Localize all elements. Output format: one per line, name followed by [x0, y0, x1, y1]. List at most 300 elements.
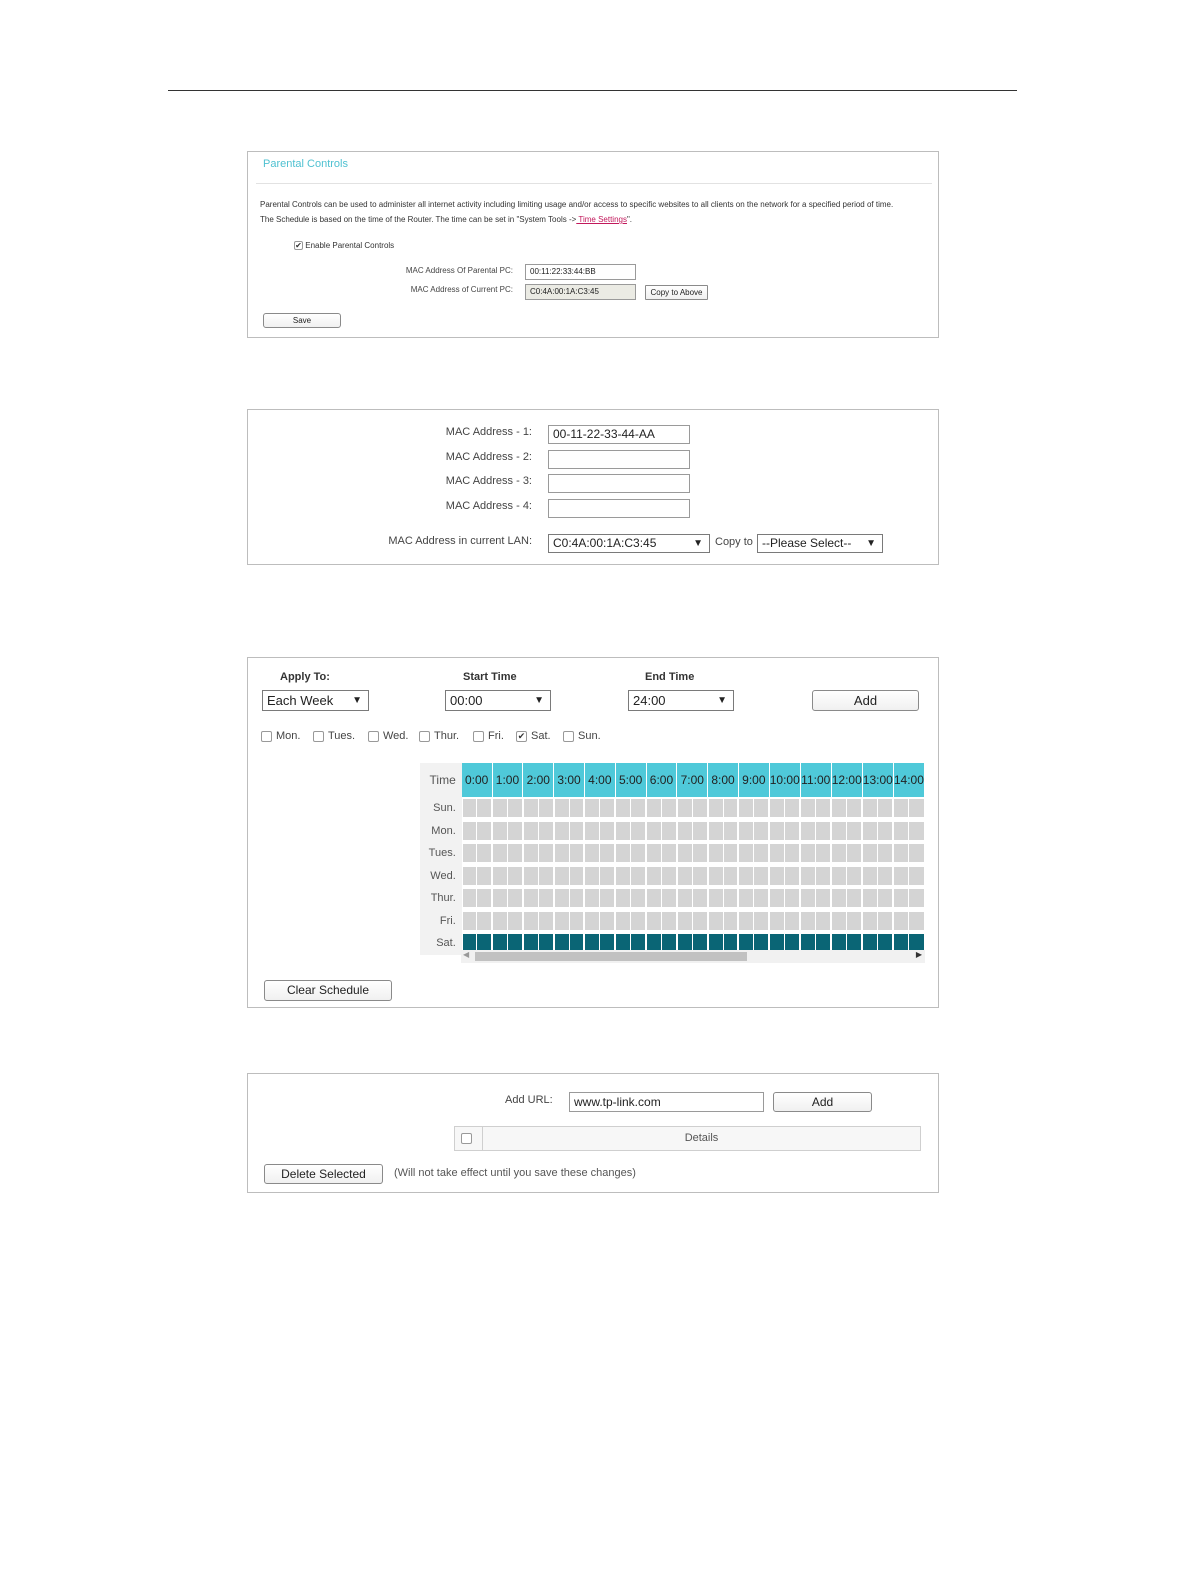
time-slot[interactable] — [878, 912, 892, 930]
time-slot[interactable] — [863, 844, 877, 862]
grid-hour-cell[interactable] — [708, 797, 739, 820]
time-slot[interactable] — [770, 867, 784, 885]
select-all-checkbox[interactable] — [461, 1133, 472, 1144]
grid-hour-cell[interactable] — [646, 797, 677, 820]
time-slot[interactable] — [570, 822, 584, 840]
grid-hour-cell[interactable] — [893, 865, 924, 888]
time-slot[interactable] — [678, 822, 692, 840]
time-slot[interactable] — [662, 867, 676, 885]
grid-hour-cell[interactable] — [584, 820, 615, 843]
time-slot[interactable] — [894, 889, 908, 907]
grid-hour-cell[interactable] — [708, 842, 739, 865]
time-slot[interactable] — [463, 889, 477, 907]
time-slot[interactable] — [709, 844, 723, 862]
time-slot[interactable] — [863, 867, 877, 885]
day-option-mon[interactable] — [261, 730, 300, 742]
time-slot[interactable] — [463, 822, 477, 840]
grid-hour-cell[interactable] — [831, 865, 862, 888]
grid-hour-cell[interactable] — [492, 887, 523, 910]
time-slot[interactable] — [463, 912, 477, 930]
apply-to-select[interactable] — [262, 690, 369, 711]
mac-address-input-4[interactable] — [548, 499, 690, 518]
grid-hour-cell[interactable] — [646, 910, 677, 933]
grid-hour-cell[interactable] — [769, 797, 800, 820]
time-slot[interactable] — [739, 822, 753, 840]
time-slot[interactable] — [878, 889, 892, 907]
time-slot[interactable] — [770, 889, 784, 907]
time-slot[interactable] — [616, 867, 630, 885]
time-slot[interactable] — [693, 867, 707, 885]
time-slot[interactable] — [477, 889, 491, 907]
time-slot[interactable] — [754, 822, 768, 840]
time-slot[interactable] — [570, 867, 584, 885]
time-slot[interactable] — [709, 912, 723, 930]
time-slot[interactable] — [524, 889, 538, 907]
time-slot[interactable] — [693, 844, 707, 862]
time-slot[interactable] — [631, 822, 645, 840]
time-slot[interactable] — [785, 912, 799, 930]
time-slot[interactable] — [493, 912, 507, 930]
time-slot[interactable] — [508, 799, 522, 817]
time-slot[interactable] — [801, 822, 815, 840]
time-slot[interactable] — [863, 822, 877, 840]
time-slot[interactable] — [739, 844, 753, 862]
time-slot[interactable] — [524, 867, 538, 885]
grid-hour-cell[interactable] — [492, 910, 523, 933]
time-slot[interactable] — [477, 912, 491, 930]
grid-hour-cell[interactable] — [800, 842, 831, 865]
time-slot[interactable] — [585, 912, 599, 930]
time-slot[interactable] — [724, 912, 738, 930]
copy-to-select[interactable] — [757, 534, 883, 553]
time-slot[interactable] — [847, 867, 861, 885]
grid-hour-cell[interactable] — [523, 820, 554, 843]
time-slot[interactable] — [570, 889, 584, 907]
grid-hour-cell[interactable] — [523, 865, 554, 888]
time-slot[interactable] — [539, 822, 553, 840]
add-url-input[interactable]: www.tp-link.com — [569, 1092, 764, 1112]
time-slot[interactable] — [600, 799, 614, 817]
delete-selected-button[interactable]: Delete Selected — [264, 1164, 383, 1184]
day-checkbox[interactable] — [419, 731, 430, 742]
time-slot[interactable] — [585, 867, 599, 885]
grid-hour-cell[interactable] — [523, 842, 554, 865]
time-slot[interactable] — [863, 889, 877, 907]
time-slot[interactable] — [770, 844, 784, 862]
time-slot[interactable] — [539, 889, 553, 907]
time-slot[interactable] — [662, 799, 676, 817]
time-slot[interactable] — [631, 867, 645, 885]
grid-hour-cell[interactable] — [554, 887, 585, 910]
grid-hour-cell[interactable] — [800, 820, 831, 843]
time-slot[interactable] — [863, 799, 877, 817]
time-slot[interactable] — [493, 867, 507, 885]
time-slot[interactable] — [631, 799, 645, 817]
day-checkbox[interactable] — [313, 731, 324, 742]
grid-hour-cell[interactable] — [462, 842, 492, 865]
time-slot[interactable] — [894, 844, 908, 862]
time-slot[interactable] — [555, 889, 569, 907]
grid-hour-cell[interactable] — [554, 910, 585, 933]
time-slot[interactable] — [616, 912, 630, 930]
time-slot[interactable] — [770, 822, 784, 840]
grid-hour-cell[interactable] — [462, 820, 492, 843]
time-slot[interactable] — [524, 799, 538, 817]
time-slot[interactable] — [647, 799, 661, 817]
grid-hour-cell[interactable] — [862, 865, 893, 888]
time-slot[interactable] — [832, 799, 846, 817]
parental-mac-input[interactable]: 00:11:22:33:44:BB — [525, 264, 636, 280]
grid-hour-cell[interactable] — [831, 842, 862, 865]
grid-hour-cell[interactable] — [769, 820, 800, 843]
time-slot[interactable] — [785, 822, 799, 840]
grid-hour-cell[interactable] — [862, 797, 893, 820]
time-slot[interactable] — [555, 799, 569, 817]
grid-hour-cell[interactable] — [554, 842, 585, 865]
grid-hour-cell[interactable] — [584, 842, 615, 865]
grid-hour-cell[interactable] — [677, 820, 708, 843]
mac-address-input-2[interactable] — [548, 450, 690, 469]
time-slot[interactable] — [693, 799, 707, 817]
day-checkbox[interactable]: ✔ — [517, 730, 526, 741]
grid-hour-cell[interactable] — [738, 887, 769, 910]
time-slot[interactable] — [524, 822, 538, 840]
time-slot[interactable] — [693, 912, 707, 930]
time-slot[interactable] — [785, 867, 799, 885]
time-slot[interactable] — [816, 912, 830, 930]
grid-hour-cell[interactable] — [708, 865, 739, 888]
time-slot[interactable] — [739, 912, 753, 930]
grid-hour-cell[interactable] — [738, 820, 769, 843]
add-schedule-button[interactable]: Add — [812, 690, 919, 711]
day-option-thur[interactable] — [419, 730, 459, 742]
grid-hour-cell[interactable] — [646, 820, 677, 843]
time-slot[interactable] — [816, 867, 830, 885]
mac-address-input-3[interactable] — [548, 474, 690, 493]
grid-hour-cell[interactable] — [893, 910, 924, 933]
time-slot[interactable] — [539, 867, 553, 885]
time-slot[interactable] — [647, 912, 661, 930]
time-slot[interactable] — [816, 844, 830, 862]
grid-hour-cell[interactable] — [615, 820, 646, 843]
grid-hour-cell[interactable] — [800, 865, 831, 888]
grid-hour-cell[interactable] — [492, 865, 523, 888]
time-slot[interactable] — [477, 822, 491, 840]
time-slot[interactable] — [555, 867, 569, 885]
time-slot[interactable] — [878, 822, 892, 840]
enable-parental-checkbox[interactable]: ✔ — [295, 241, 302, 251]
time-slot[interactable] — [600, 912, 614, 930]
time-slot[interactable] — [801, 912, 815, 930]
day-option-tues[interactable] — [313, 730, 355, 742]
time-slot[interactable] — [832, 844, 846, 862]
time-slot[interactable] — [878, 844, 892, 862]
grid-hour-cell[interactable] — [584, 887, 615, 910]
time-slot[interactable] — [909, 822, 923, 840]
grid-hour-cell[interactable] — [708, 910, 739, 933]
grid-hour-cell[interactable] — [831, 887, 862, 910]
time-slot[interactable] — [847, 844, 861, 862]
grid-hour-cell[interactable] — [677, 797, 708, 820]
time-slot[interactable] — [754, 912, 768, 930]
time-slot[interactable] — [724, 889, 738, 907]
time-slot[interactable] — [570, 799, 584, 817]
time-slot[interactable] — [477, 867, 491, 885]
grid-hour-cell[interactable] — [462, 887, 492, 910]
grid-hour-cell[interactable] — [738, 842, 769, 865]
time-slot[interactable] — [585, 799, 599, 817]
time-slot[interactable] — [585, 889, 599, 907]
grid-hour-cell[interactable] — [862, 887, 893, 910]
time-slot[interactable] — [847, 799, 861, 817]
day-option-sat[interactable] — [516, 730, 551, 742]
grid-hour-cell[interactable] — [862, 842, 893, 865]
grid-hour-cell[interactable] — [646, 887, 677, 910]
time-slot[interactable] — [816, 889, 830, 907]
grid-hour-cell[interactable] — [893, 842, 924, 865]
time-slot[interactable] — [847, 822, 861, 840]
time-slot[interactable] — [493, 844, 507, 862]
time-slot[interactable] — [524, 912, 538, 930]
grid-hour-cell[interactable] — [769, 842, 800, 865]
time-slot[interactable] — [801, 889, 815, 907]
grid-hour-cell[interactable] — [523, 797, 554, 820]
time-slot[interactable] — [770, 912, 784, 930]
time-slot[interactable] — [600, 844, 614, 862]
time-slot[interactable] — [909, 799, 923, 817]
time-slot[interactable] — [508, 867, 522, 885]
grid-hour-cell[interactable] — [492, 820, 523, 843]
time-slot[interactable] — [539, 799, 553, 817]
time-slot[interactable] — [508, 822, 522, 840]
grid-hour-cell[interactable] — [462, 865, 492, 888]
time-slot[interactable] — [647, 867, 661, 885]
time-slot[interactable] — [600, 867, 614, 885]
grid-hour-cell[interactable] — [862, 910, 893, 933]
grid-hour-cell[interactable] — [677, 910, 708, 933]
time-slot[interactable] — [493, 799, 507, 817]
time-slot[interactable] — [709, 799, 723, 817]
time-slot[interactable] — [801, 867, 815, 885]
grid-hour-cell[interactable] — [831, 797, 862, 820]
grid-hour-cell[interactable] — [646, 865, 677, 888]
grid-hour-cell[interactable] — [708, 887, 739, 910]
time-slot[interactable] — [493, 889, 507, 907]
grid-hour-cell[interactable] — [800, 797, 831, 820]
start-time-select[interactable] — [445, 690, 551, 711]
time-slot[interactable] — [647, 822, 661, 840]
grid-hour-cell[interactable] — [492, 842, 523, 865]
grid-hour-cell[interactable] — [769, 910, 800, 933]
time-slot[interactable] — [754, 867, 768, 885]
grid-hour-cell[interactable] — [615, 865, 646, 888]
grid-hour-cell[interactable] — [584, 865, 615, 888]
time-slot[interactable] — [878, 867, 892, 885]
time-slot[interactable] — [508, 889, 522, 907]
time-settings-link[interactable]: Time Settings — [576, 215, 627, 224]
time-slot[interactable] — [555, 844, 569, 862]
scrollbar-thumb[interactable] — [475, 952, 747, 961]
time-slot[interactable] — [647, 889, 661, 907]
time-slot[interactable] — [555, 822, 569, 840]
time-slot[interactable] — [724, 844, 738, 862]
time-slot[interactable] — [739, 799, 753, 817]
time-slot[interactable] — [585, 844, 599, 862]
time-slot[interactable] — [693, 822, 707, 840]
time-slot[interactable] — [463, 844, 477, 862]
grid-hour-cell[interactable] — [584, 797, 615, 820]
time-slot[interactable] — [770, 799, 784, 817]
time-slot[interactable] — [832, 889, 846, 907]
grid-hour-cell[interactable] — [462, 797, 492, 820]
grid-hour-cell[interactable] — [893, 820, 924, 843]
grid-hour-cell[interactable] — [800, 887, 831, 910]
add-url-button[interactable]: Add — [773, 1092, 872, 1112]
time-slot[interactable] — [539, 844, 553, 862]
time-slot[interactable] — [616, 799, 630, 817]
grid-hour-cell[interactable] — [738, 797, 769, 820]
time-slot[interactable] — [894, 867, 908, 885]
time-slot[interactable] — [693, 889, 707, 907]
time-slot[interactable] — [894, 799, 908, 817]
time-slot[interactable] — [847, 889, 861, 907]
time-slot[interactable] — [463, 799, 477, 817]
time-slot[interactable] — [878, 799, 892, 817]
time-slot[interactable] — [909, 867, 923, 885]
time-slot[interactable] — [616, 822, 630, 840]
grid-hour-cell[interactable] — [708, 820, 739, 843]
time-slot[interactable] — [832, 912, 846, 930]
time-slot[interactable] — [832, 822, 846, 840]
grid-hour-cell[interactable] — [677, 865, 708, 888]
time-slot[interactable] — [662, 844, 676, 862]
time-slot[interactable] — [616, 889, 630, 907]
time-slot[interactable] — [709, 867, 723, 885]
time-slot[interactable] — [816, 799, 830, 817]
time-slot[interactable] — [662, 912, 676, 930]
grid-hour-cell[interactable] — [523, 910, 554, 933]
time-slot[interactable] — [647, 844, 661, 862]
time-slot[interactable] — [785, 889, 799, 907]
time-slot[interactable] — [709, 889, 723, 907]
grid-hour-cell[interactable] — [646, 842, 677, 865]
time-slot[interactable] — [477, 799, 491, 817]
time-slot[interactable] — [894, 912, 908, 930]
grid-hour-cell[interactable] — [554, 820, 585, 843]
scroll-left-icon[interactable]: ◀ — [463, 950, 470, 959]
grid-hour-cell[interactable] — [584, 910, 615, 933]
time-slot[interactable] — [739, 867, 753, 885]
grid-hour-cell[interactable] — [769, 887, 800, 910]
time-slot[interactable] — [909, 889, 923, 907]
time-slot[interactable] — [631, 912, 645, 930]
time-slot[interactable] — [631, 844, 645, 862]
time-slot[interactable] — [863, 912, 877, 930]
grid-hour-cell[interactable] — [615, 910, 646, 933]
time-slot[interactable] — [678, 889, 692, 907]
time-slot[interactable] — [754, 889, 768, 907]
grid-hour-cell[interactable] — [738, 865, 769, 888]
time-slot[interactable] — [801, 844, 815, 862]
grid-hour-cell[interactable] — [862, 820, 893, 843]
grid-hour-cell[interactable] — [893, 887, 924, 910]
grid-scrollbar[interactable] — [461, 950, 925, 963]
grid-hour-cell[interactable] — [615, 842, 646, 865]
grid-hour-cell[interactable] — [523, 887, 554, 910]
scroll-right-icon[interactable]: ▶ — [915, 950, 922, 959]
time-slot[interactable] — [678, 912, 692, 930]
time-slot[interactable] — [754, 799, 768, 817]
mac-address-input-1[interactable]: 00-11-22-33-44-AA — [548, 425, 690, 444]
grid-hour-cell[interactable] — [615, 887, 646, 910]
grid-hour-cell[interactable] — [492, 797, 523, 820]
time-slot[interactable] — [662, 889, 676, 907]
time-slot[interactable] — [600, 822, 614, 840]
time-slot[interactable] — [816, 822, 830, 840]
time-slot[interactable] — [662, 822, 676, 840]
grid-hour-cell[interactable] — [893, 797, 924, 820]
time-slot[interactable] — [570, 912, 584, 930]
day-option-wed[interactable] — [368, 730, 408, 742]
time-slot[interactable] — [678, 844, 692, 862]
time-slot[interactable] — [539, 912, 553, 930]
time-slot[interactable] — [477, 844, 491, 862]
time-slot[interactable] — [585, 822, 599, 840]
lan-mac-select[interactable] — [548, 534, 710, 553]
grid-hour-cell[interactable] — [800, 910, 831, 933]
time-slot[interactable] — [508, 912, 522, 930]
day-option-fri[interactable] — [473, 730, 504, 742]
time-slot[interactable] — [600, 889, 614, 907]
time-slot[interactable] — [801, 799, 815, 817]
time-slot[interactable] — [724, 799, 738, 817]
grid-hour-cell[interactable] — [615, 797, 646, 820]
time-slot[interactable] — [754, 844, 768, 862]
time-slot[interactable] — [724, 822, 738, 840]
grid-hour-cell[interactable] — [677, 842, 708, 865]
grid-hour-cell[interactable] — [554, 865, 585, 888]
time-slot[interactable] — [463, 867, 477, 885]
time-slot[interactable] — [785, 844, 799, 862]
grid-hour-cell[interactable] — [738, 910, 769, 933]
time-slot[interactable] — [555, 912, 569, 930]
day-checkbox[interactable] — [563, 731, 574, 742]
grid-hour-cell[interactable] — [769, 865, 800, 888]
time-slot[interactable] — [724, 867, 738, 885]
save-button[interactable]: Save — [263, 313, 341, 328]
clear-schedule-button[interactable]: Clear Schedule — [264, 980, 392, 1001]
time-slot[interactable] — [894, 822, 908, 840]
time-slot[interactable] — [631, 889, 645, 907]
day-option-sun[interactable] — [563, 730, 601, 742]
copy-to-above-button[interactable]: Copy to Above — [645, 285, 708, 300]
time-slot[interactable] — [739, 889, 753, 907]
time-slot[interactable] — [709, 822, 723, 840]
time-slot[interactable] — [832, 867, 846, 885]
grid-hour-cell[interactable] — [462, 910, 492, 933]
day-checkbox[interactable] — [261, 731, 272, 742]
day-checkbox[interactable] — [368, 731, 379, 742]
time-slot[interactable] — [909, 912, 923, 930]
grid-hour-cell[interactable] — [831, 820, 862, 843]
time-slot[interactable] — [909, 844, 923, 862]
time-slot[interactable] — [493, 822, 507, 840]
time-slot[interactable] — [524, 844, 538, 862]
grid-hour-cell[interactable] — [677, 887, 708, 910]
day-checkbox[interactable] — [473, 731, 484, 742]
grid-hour-cell[interactable] — [554, 797, 585, 820]
time-slot[interactable] — [678, 799, 692, 817]
